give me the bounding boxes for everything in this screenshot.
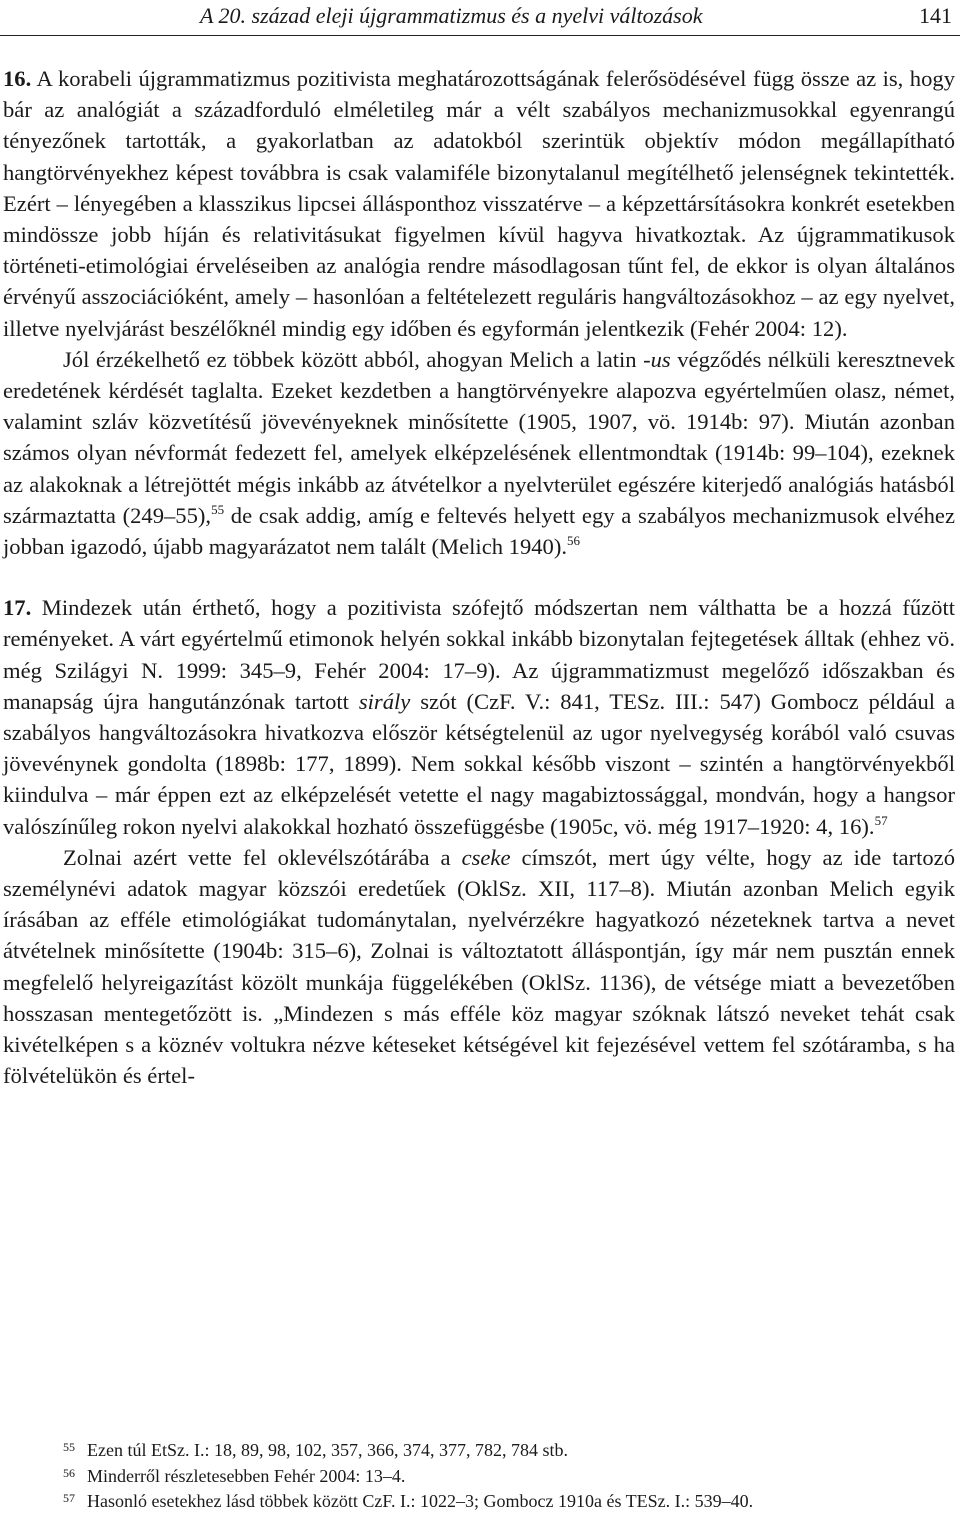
footnote-ref-56[interactable]: 56: [567, 533, 581, 549]
italic-term: sirály: [358, 688, 411, 714]
running-title: A 20. század eleji újgrammatizmus és a nyelvi változások: [200, 3, 703, 28]
page-header: [0, 0, 960, 40]
paragraph-text: szót (CzF. V.: 841, TESz. III.: 547) Gombocz például a szabályos hangváltozásokra hivatkozva először kétségtelenül az ugor nyelvegység korából való csuvas jövevénynek gondolta (1898b: 177, 1899). Nem sokkal később viszont – szintén a hangtörvényekből kiindulva – már éppen ezt az elképzelését vetette el nagy magabiztossággal, mondván, hogy a hangsor valószínűleg rokon nyelvi alakokkal hozható összefüggésbe (1905c, vö. még 1917–1920: 4, 16).: [3, 688, 955, 839]
paragraph-text: de csak addig, amíg e feltevés helyett egy a szabályos mechanizmusok elvéhez jobban igazodó, újabb magyarázatot nem talált (Melich 1940).: [3, 502, 955, 560]
paragraph-text: A korabeli újgrammatizmus pozitivista meghatározottságának felerősödésével függ össze az is, hogy bár az analógiát a századforduló elméletileg már a vélt szabályos mechanizmusokkal egyenrangú tényezőnek tartották, a gyakorlatban az adatokból szerintük objektív módon megállapítható hangtörvényekhez képest továbbra is csak valamiféle bizonytalanul megítélhető jelenségnek tekintették. Ezért – lényegében a klasszikus lipcsei állásponthoz visszatérve – a képzettársításokra konkrét esetekben mindössze jobb híján és relativitásukat figyelmen kívül hagyva hivatkoztak. Az újgrammatikusok történeti-etimológiai érveléseiben az analógia rendre másodlagosan tűnt fel, de ekkor is olyan általános érvényű asszociációként, amely – hasonlóan a feltételezett reguláris hangváltozásokhoz – az egy nyelvet, illetve nyelvjárást beszélőknél mindig egy időben és egyformán jelentkezik (Fehér 2004: 12).: [3, 66, 955, 341]
italic-term: -us: [643, 346, 671, 372]
section-number-16: 16.: [3, 66, 32, 91]
header-rule: [0, 35, 960, 36]
body-text: [3, 63, 955, 1092]
paragraph-text: címszót, mert úgy vélte, hogy az ide tartozó személynévi adatok magyar közszói eredetűek (OklSz. XII, 117–8). Miután azonban Melich egyik írásában az efféle etimológiákat tudománytalan, nyelvérzékre hagyatkozó nézeteknek tartva a nevet átvételnek minősítette (1904b: 315–6), Zolnai is változtatott álláspontján, így már nem pusztán ennek megfelelő helyreigazítást közölt munkája függelékében (OklSz. 1136), de vétsége miatt a bevezetőben hosszasan mentegetőzött is. „Mindezen s más efféle köz magyar szóknak látszó neveket tehát csak kivételképen s a köznév voltukra nézve kéteseket kétségével kit fejezésével vettem fel szótáramba, s ha fölvételükön és értel-: [3, 844, 955, 1089]
footnote-number: 57: [63, 1491, 75, 1505]
page-number: 141: [919, 3, 952, 28]
paragraph-text: végződés nélküli keresztnevek eredetének kérdését taglalta. Ezeket kezdetben a hangtörvényekre alapozva egyértelműen olasz, német, valamint szláv közvetítésű jövevényeknek minősítette (1905, 1907, vö. 1914b: 97). Miután azonban számos olyan névformát fedezett fel, amelyek elképzelésének ellentmondtak (1914b: 99–104), ezeknek az alakoknak a létrejöttét mégis inkább az átvételkor a nyelvterület egészére kiterjedő analógiás hatásból származtatta (249–55),: [3, 346, 955, 528]
footnote-number: 55: [63, 1440, 75, 1454]
paragraph-16-2: [3, 344, 955, 562]
footnote-text: Ezen túl EtSz. I.: 18, 89, 98, 102, 357, 366, 374, 377, 782, 784 stb.: [87, 1440, 568, 1460]
paragraph-17-1: [3, 592, 955, 842]
footnote-ref-57[interactable]: 57: [874, 812, 888, 828]
paragraph-text: Zolnai azért vette fel oklevélszótárába a: [63, 844, 462, 870]
footnote-56: [60, 1464, 960, 1490]
footnote-55: [60, 1438, 960, 1464]
footnote-57: [60, 1489, 960, 1515]
paragraph-16-1: [3, 63, 955, 344]
footnote-text: Minderről részletesebben Fehér 2004: 13–4.: [87, 1465, 406, 1486]
footnotes: [60, 1438, 960, 1515]
footnote-text: Hasonló esetekhez lásd többek között CzF. I.: 1022–3; Gombocz 1910a és TESz. I.: 539–40.: [87, 1491, 754, 1511]
footnote-ref-55[interactable]: 55: [211, 501, 225, 517]
footnote-number: 56: [63, 1465, 75, 1480]
paragraph-text: Jól érzékelhető ez többek között abból, ahogyan Melich a latin: [63, 346, 644, 372]
paragraph-17-2: [3, 842, 955, 1092]
italic-term: cseke: [461, 844, 511, 870]
section-number-17: 17.: [3, 595, 32, 621]
paragraph-text: Mindezek után érthető, hogy a pozitivista szófejtő módszertan nem válthatta be a hozzá fűzött reményeket. A várt egyértelmű etimonok helyén sokkal inkább bizonytalan fejtegetések álltak (ehhez vö. még Szilágyi N. 1999: 345–9, Fehér 2004: 17–9). Az újgrammatizmust megelőző időszakban és manapság újra hangutánzónak tartott: [3, 595, 955, 714]
